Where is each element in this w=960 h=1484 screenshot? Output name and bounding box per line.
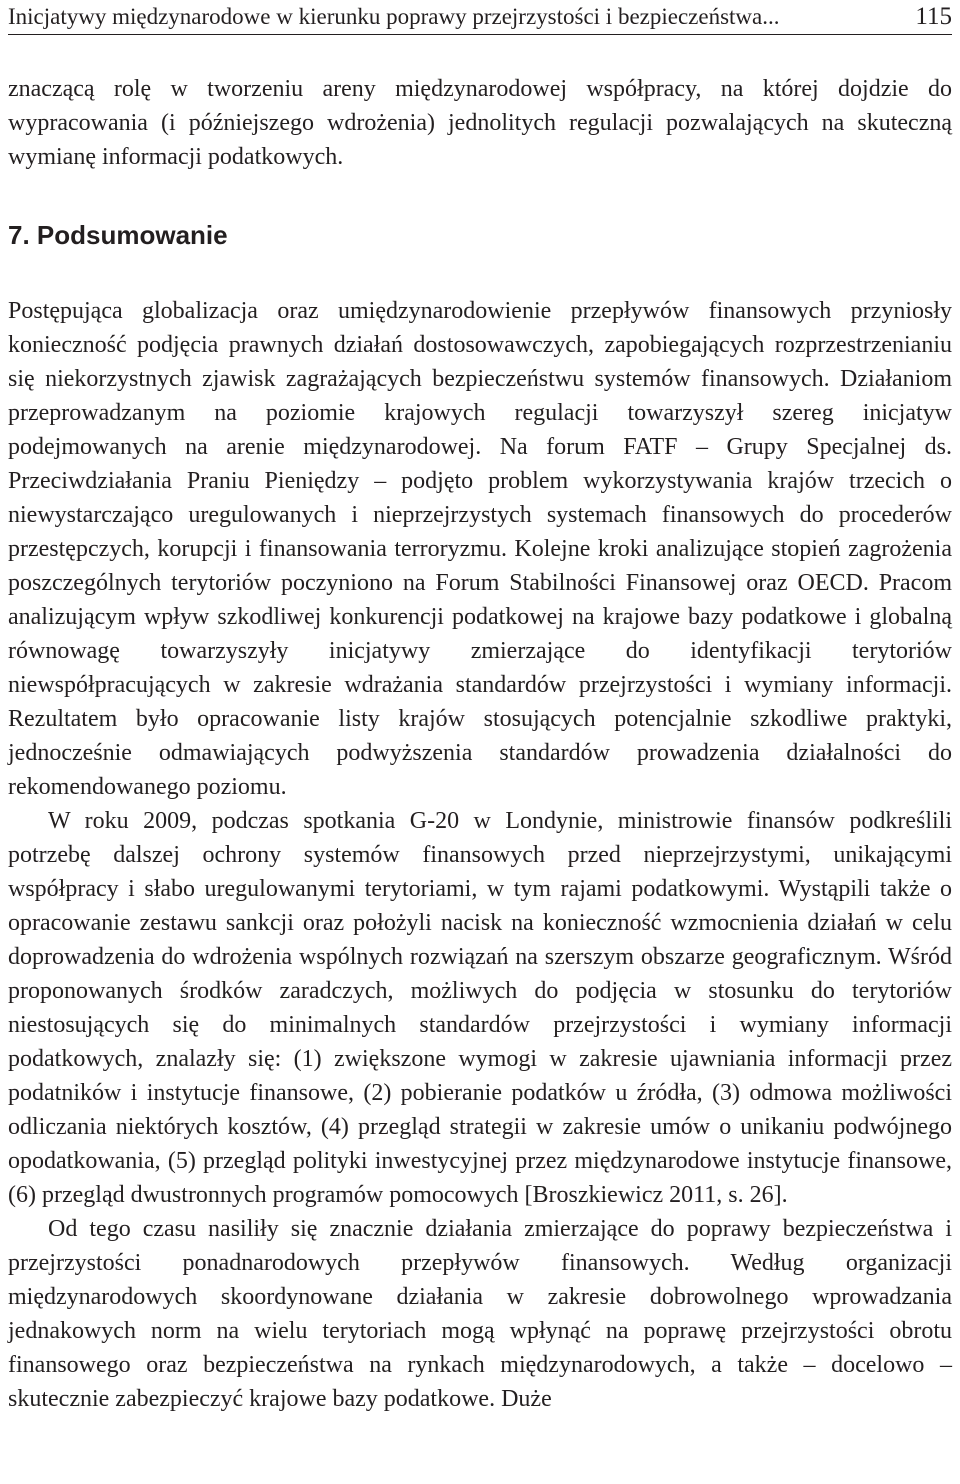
paragraph-summary-1: Postępująca globalizacja oraz umiędzynarodowienie przepływów finansowych przyniosły konieczność podjęcia prawnych działań dostosowawczych, zapobiegających rozprzestrzenianiu się niekorzystnych zjawisk zagrażających bezpieczeństwu systemów finansowych. Działaniom przeprowadzanym na poziomie krajowych regulacji towarzyszył szereg inicjatyw podejmowanych na arenie międzynarodowej. Na forum FATF – Grupy Specjalnej ds. Przeciwdziałania Praniu Pieniędzy – podjęto problem wykorzystywania krajów trzecich o niewystarczająco uregulowanych i nieprzejrzystych systemach finansowych do procederów przestępczych, korupcji i finansowania terroryzmu. Kolejne kroki analizujące stopień zagrożenia poszczególnych terytoriów poczyniono na Forum Stabilności Finansowej oraz OECD. Pracom analizującym wpływ szkodliwej konkurencji podatkowej na krajowe bazy podatkowe i globalną równowagę towarzyszyły inicjatywy zmierzające do identyfikacji terytoriów niewspółpracujących w zakresie wdrażania standardów przejrzystości i wymiany informacji. Rezultatem było opracowanie listy krajów stosujących potencjalnie szkodliwe praktyki, jednocześnie odmawiających podwyższenia standardów prowadzenia działalności do rekomendowanego poziomu. [8,298,952,800]
paragraph-summary-2: W roku 2009, podczas spotkania G-20 w Londynie, ministrowie finansów podkreślili potrzebę dalszej ochrony systemów finansowych przed nieprzejrzystymi, unikającymi współpracy i słabo uregulowanymi terytoriami, w tym rajami podatkowymi. Wystąpili także o opracowanie zestawu sankcji oraz położyli nacisk na konieczność wzmocnienia działań w celu doprowadzenia do wdrożenia wspólnych rozwiązań na szerszym obszarze geograficznym. Wśród proponowanych środków zaradczych, możliwych do podjęcia w stosunku do terytoriów niestosujących się do minimalnych standardów przejrzystości i wymiany informacji podatkowych, znalazły się: (1) zwiększone wymogi w zakresie ujawniania informacji przez podatników i instytucje finansowe, (2) pobieranie podatków u źródła, (3) odmowa możliwości odliczania niektórych kosztów, (4) przegląd strategii w zakresie umów o unikaniu podwójnego opodatkowania, (5) przegląd polityki inwestycyjnej przez międzynarodowe instytucje finansowe, (6) przegląd dwustronnych programów pomocowych [Broszkiewicz 2011, s. 26]. [8,808,952,1208]
running-title: Inicjatywy międzynarodowe w kierunku poprawy przejrzystości i bezpieczeństwa... [8,4,780,29]
section-heading: 7. Podsumowanie [8,220,228,250]
running-header [8,0,952,35]
page-number: 115 [915,3,952,30]
page-body [8,72,952,1416]
intro-paragraph: znaczącą rolę w tworzeniu areny międzynarodowej współpracy, na której dojdzie do wypracowania (i późniejszego wdrożenia) jednolitych regulacji pozwalających na skuteczną wymianę informacji podatkowych. [8,76,952,170]
paragraph-summary-3: Od tego czasu nasiliły się znacznie działania zmierzające do poprawy bezpieczeństwa i przejrzystości ponadnarodowych przepływów finansowych. Według organizacji międzynarodowych skoordynowane działania w zakresie dobrowolnego wprowadzania jednakowych norm na wielu terytoriach mogą wpłynąć na poprawę przejrzystości obrotu finansowego oraz bezpieczeństwa na rynkach międzynarodowych, a także – docelowo – skutecznie zabezpieczyć krajowe bazy podatkowe. Duże [8,1216,952,1412]
